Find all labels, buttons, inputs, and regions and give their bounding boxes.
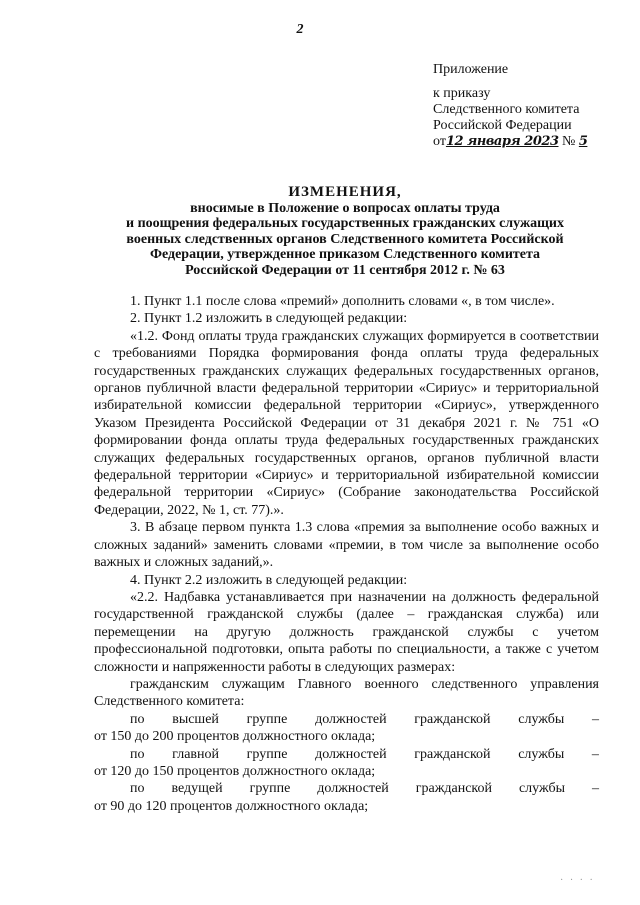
- group-main: по главной группе должностей гражданской службы – от 120 до 150 процентов должностного оклада;: [94, 746, 599, 779]
- paragraph-main-directorate: гражданским служащим Главного военного следственного управления Следственного комитета:: [94, 676, 599, 710]
- heading-line: и поощрения федеральных государственных гражданских служащих: [126, 216, 564, 231]
- paragraph-item-2: 2. Пункт 1.2 изложить в следующей редакции:: [130, 311, 408, 327]
- heading-line: вносимые в Положение о вопросах оплаты труда: [190, 200, 500, 216]
- heading-line: военных следственных органов Следственного комитета Российской: [126, 231, 564, 247]
- annex-date-line: [433, 134, 633, 150]
- annex-line-order: к приказу: [433, 86, 491, 101]
- paragraph-item-3: 3. В абзаце первом пункта 1.3 слова «премия за выполнение особо важных и сложных заданий» заменить словами «премии, в том числе за выполнение особо важных и сложных заданий,».: [94, 520, 599, 571]
- annex-block: [433, 62, 633, 150]
- paragraph-clause-1-2: «1.2. Фонд оплаты труда гражданских служащих формируется в соответствии с требованиями Порядка формирования фонда оплаты труда федеральных государственных гражданских служащих федеральных государственных органов, органов публичной власти федеральной территории «Сириус» и территориальной избирательной комиссии федеральной территории «Сириус», утвержденного Указом Президента Российской Федерации от 31 декабря 2021 г. № 751 «О формировании фонда оплаты труда федеральных государственных гражданских служащих федеральных государственных органов, органов публичной власти федеральной территории «Сириус» и территориальной избирательной комиссии федеральной территории «Сириус» (Собрание законодательства Российской Федерации, 2022, № 1, ст. 77).».: [94, 328, 599, 518]
- date-prefix: от: [433, 134, 446, 149]
- heading-line: Российской Федерации от 11 сентября 2012 г. № 63: [185, 262, 505, 278]
- scan-artifact-dots: · · · ·: [560, 875, 595, 886]
- group-highest: по высшей группе должностей гражданской службы – от 150 до 200 процентов должностного оклада;: [94, 711, 599, 745]
- paragraph-item-1: 1. Пункт 1.1 после слова «премий» дополнить словами «, в том числе».: [130, 294, 555, 309]
- heading-main: ИЗМЕНЕНИЯ,: [288, 184, 402, 200]
- page-number: 2: [296, 22, 304, 37]
- number-prefix: №: [561, 134, 576, 149]
- handwritten-number: 5: [578, 134, 588, 149]
- annex-title: Приложение: [433, 62, 509, 77]
- document-heading: [90, 185, 600, 278]
- handwritten-date: 12 января 2023: [445, 134, 559, 149]
- annex-line-committee: Следственного комитета: [433, 102, 580, 117]
- document-body: [94, 293, 599, 815]
- heading-line: Федерации, утвержденное приказом Следственного комитета: [149, 247, 541, 262]
- group-leading: по ведущей группе должностей гражданской службы – от 90 до 120 процентов должностного оклада;: [94, 781, 599, 814]
- annex-line-federation: Российской Федерации: [433, 118, 572, 133]
- paragraph-item-4: 4. Пункт 2.2 изложить в следующей редакции:: [130, 572, 408, 588]
- paragraph-clause-2-2: «2.2. Надбавка устанавливается при назначении на должность федеральной государственной гражданской службы (далее – гражданская служба) или перемещении на другую должность гражданской службы с учетом профессиональной подготовки, опыта работы по специальности, а также с учетом сложности и напряженности работы в следующих размерах:: [94, 589, 599, 675]
